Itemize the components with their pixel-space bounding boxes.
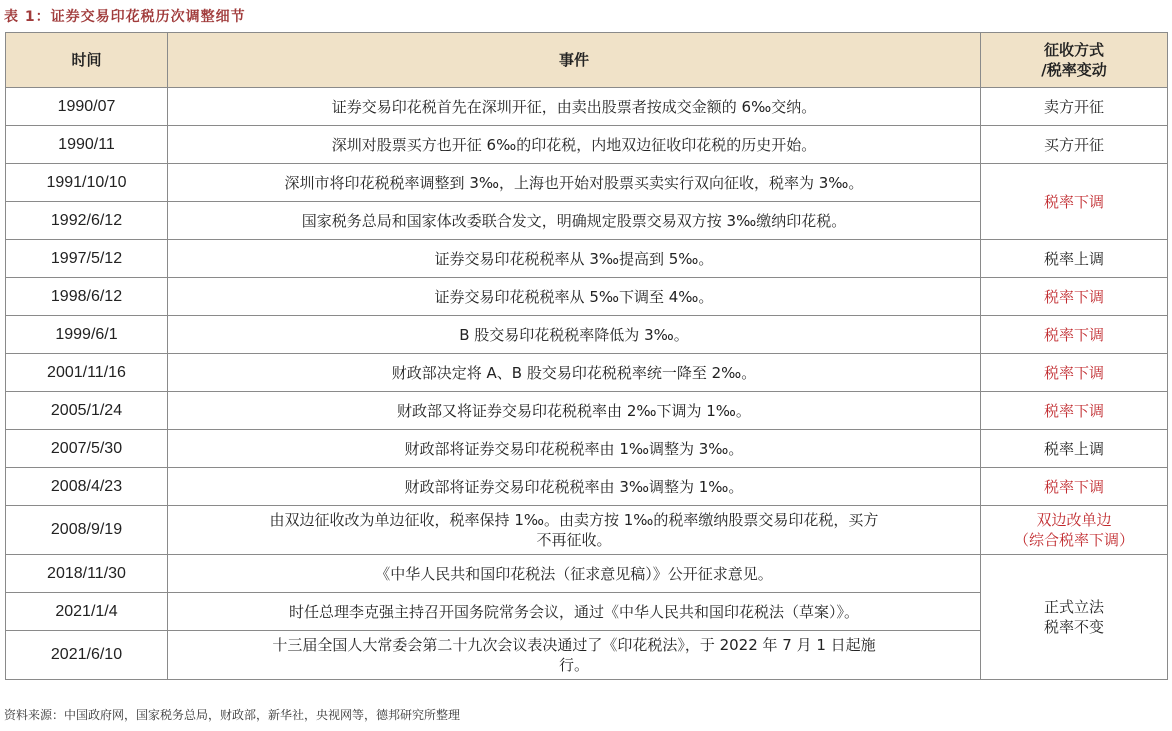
row-event: 证券交易印花税税率从 3‰提高到 5‰。: [168, 240, 981, 278]
row-event: B 股交易印花税税率降低为 3‰。: [168, 316, 981, 354]
row-event: [168, 631, 981, 680]
row-method: 税率上调: [981, 430, 1168, 468]
row-event-line2: 行。: [558, 656, 589, 674]
table-row: [6, 126, 1168, 164]
row-event: 财政部又将证券交易印花税税率由 2‰下调为 1‰。: [168, 392, 981, 430]
row-method: [981, 555, 1168, 680]
row-method: 税率下调: [981, 354, 1168, 392]
stamp-tax-history-table: [5, 32, 1168, 680]
header-time: 时间: [6, 33, 168, 88]
row-date: 1998/6/12: [6, 278, 168, 316]
table-row: [6, 278, 1168, 316]
row-event-line2: 不再征收。: [536, 531, 612, 549]
row-method-line2: （综合税率下调）: [1013, 531, 1134, 549]
row-event: 财政部决定将 A、B 股交易印花税税率统一降至 2‰。: [168, 354, 981, 392]
row-date: 2007/5/30: [6, 430, 168, 468]
row-method-line2: 税率不变: [1043, 618, 1104, 636]
row-method: 税率下调: [981, 278, 1168, 316]
row-event: 深圳市将印花税税率调整到 3‰，上海也开始对股票买卖实行双向征收，税率为 3‰。: [168, 164, 981, 202]
row-date: 2018/11/30: [6, 555, 168, 593]
row-date: 2001/11/16: [6, 354, 168, 392]
row-method: 税率下调: [981, 392, 1168, 430]
table-row: [6, 88, 1168, 126]
row-method: [981, 506, 1168, 555]
header-event: 事件: [168, 33, 981, 88]
row-date: 1990/07: [6, 88, 168, 126]
row-method: 卖方开征: [981, 88, 1168, 126]
row-date: 1997/5/12: [6, 240, 168, 278]
row-method: 买方开征: [981, 126, 1168, 164]
row-event: 《中华人民共和国印花税法（征求意见稿）》公开征求意见。: [168, 555, 981, 593]
table-title: 表 1：证券交易印花税历次调整细节: [4, 9, 246, 25]
row-date: 1990/11: [6, 126, 168, 164]
table-row: [6, 316, 1168, 354]
row-event: 财政部将证券交易印花税税率由 1‰调整为 3‰。: [168, 430, 981, 468]
row-method: 税率上调: [981, 240, 1168, 278]
row-method: 税率下调: [981, 468, 1168, 506]
row-event: 国家税务总局和国家体改委联合发文，明确规定股票交易双方按 3‰缴纳印花税。: [168, 202, 981, 240]
table-row: [6, 392, 1168, 430]
table-row: [6, 468, 1168, 506]
row-event: 深圳对股票买方也开征 6‰的印花税，内地双边征收印花税的历史开始。: [168, 126, 981, 164]
row-date: 1992/6/12: [6, 202, 168, 240]
row-event: 证券交易印花税首先在深圳开征，由卖出股票者按成交金额的 6‰交纳。: [168, 88, 981, 126]
row-event: 财政部将证券交易印花税税率由 3‰调整为 1‰。: [168, 468, 981, 506]
row-method-line1: 正式立法: [1043, 598, 1104, 616]
row-date: 2008/9/19: [6, 506, 168, 555]
row-date: 2021/6/10: [6, 631, 168, 680]
table-row: [6, 240, 1168, 278]
row-event: [168, 506, 981, 555]
row-event: 时任总理李克强主持召开国务院常务会议，通过《中华人民共和国印花税法（草案）》。: [168, 593, 981, 631]
row-event-line1: 由双边征收改为单边征收，税率保持 1‰。由卖方按 1‰的税率缴纳股票交易印花税，买方: [269, 511, 879, 529]
table-row: [6, 506, 1168, 555]
header-method-line1: 征收方式: [1043, 41, 1104, 59]
row-date: 1991/10/10: [6, 164, 168, 202]
row-method: 税率下调: [981, 164, 1168, 240]
table-header-row: [6, 33, 1168, 88]
header-method: [981, 33, 1168, 88]
header-method-line2: /税率变动: [1041, 61, 1107, 79]
row-method-line1: 双边改单边: [1036, 511, 1112, 529]
table-row: [6, 430, 1168, 468]
row-method: 税率下调: [981, 316, 1168, 354]
row-date: 2005/1/24: [6, 392, 168, 430]
row-date: 2021/1/4: [6, 593, 168, 631]
source-note: 资料来源：中国政府网，国家税务总局，财政部，新华社，央视网等，德邦研究所整理: [4, 708, 461, 722]
table-row: [6, 164, 1168, 202]
row-date: 1999/6/1: [6, 316, 168, 354]
table-row: [6, 555, 1168, 593]
row-event: 证券交易印花税税率从 5‰下调至 4‰。: [168, 278, 981, 316]
table-row: [6, 354, 1168, 392]
row-event-line1: 十三届全国人大常委会第二十九次会议表决通过了《印花税法》，于 2022 年 7 月 1 日起施: [272, 636, 876, 654]
row-date: 2008/4/23: [6, 468, 168, 506]
